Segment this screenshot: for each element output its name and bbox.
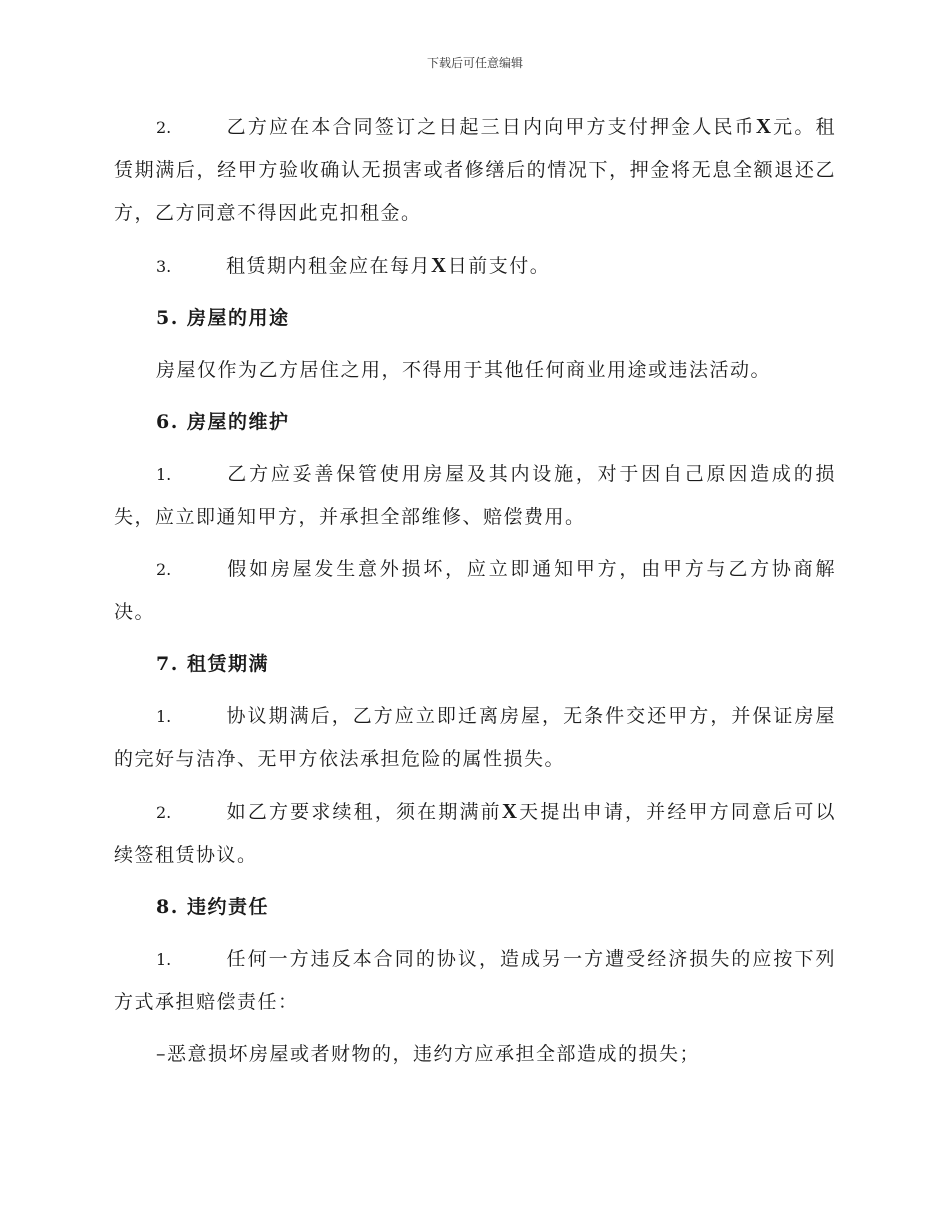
document-body <box>114 105 836 1085</box>
clause-number: 1. <box>156 950 172 969</box>
clause-text: 乙方应在本合同签订之日起三日内向甲方支付押金人民币 <box>226 116 756 138</box>
section-heading-usage: 5. 房屋的用途 <box>156 307 290 329</box>
clause-text: 天提出申请，并经甲方同意后可以续签租赁协议。 <box>114 801 836 866</box>
clause-paragraph <box>114 105 836 235</box>
clause-bullet: –恶意损坏房屋或者财物的，违约方应承担全部造成的损失； <box>156 1043 701 1065</box>
clause-paragraph <box>114 548 836 634</box>
clause-paragraph <box>114 695 836 781</box>
clause-number: 1. <box>156 465 172 484</box>
clause-number: 1. <box>156 707 172 726</box>
clause-paragraph <box>114 453 836 539</box>
placeholder-x: X <box>755 114 773 138</box>
clause-paragraph <box>114 938 836 1024</box>
clause-number: 3. <box>156 257 172 276</box>
placeholder-x: X <box>501 799 519 823</box>
section-heading-expiry: 7. 租赁期满 <box>156 653 269 675</box>
clause-paragraph <box>114 244 836 288</box>
clause-text: 乙方应妥善保管使用房屋及其内设施，对于因自己原因造成的损失，应立即通知甲方，并承担全部维修、赔偿费用。 <box>114 463 836 528</box>
section-heading-maintenance: 6. 房屋的维护 <box>156 411 290 433</box>
placeholder-x: X <box>431 253 448 277</box>
clause-text: 如乙方要求续租，须在期满前 <box>226 801 502 823</box>
section-heading-breach: 8. 违约责任 <box>156 896 269 918</box>
clause-number: 2. <box>156 118 172 137</box>
clause-text: 任何一方违反本合同的协议，造成另一方遭受经济损失的应按下列方式承担赔偿责任： <box>114 948 836 1013</box>
clause-text: 协议期满后，乙方应立即迁离房屋，无条件交还甲方，并保证房屋的完好与洁净、无甲方依法承担危险的属性损失。 <box>114 705 836 770</box>
clause-text: 租赁期内租金应在每月 <box>226 255 432 277</box>
clause-paragraph <box>114 790 836 877</box>
clause-text: 假如房屋发生意外损坏，应立即通知甲方，由甲方与乙方协商解决。 <box>114 558 836 623</box>
clause-paragraph: 房屋仅作为乙方居住之用，不得用于其他任何商业用途或违法活动。 <box>156 359 772 381</box>
clause-number: 2. <box>156 560 172 579</box>
clause-text: 日前支付。 <box>447 255 551 277</box>
clause-number: 2. <box>156 803 172 822</box>
header-note: 下载后可任意编辑 <box>426 56 523 70</box>
clause-text: 元。租赁期满后，经甲方验收确认无损害或者修缮后的情况下，押金将无息全额退还乙方，乙方同意不得因此克扣租金。 <box>114 116 836 224</box>
